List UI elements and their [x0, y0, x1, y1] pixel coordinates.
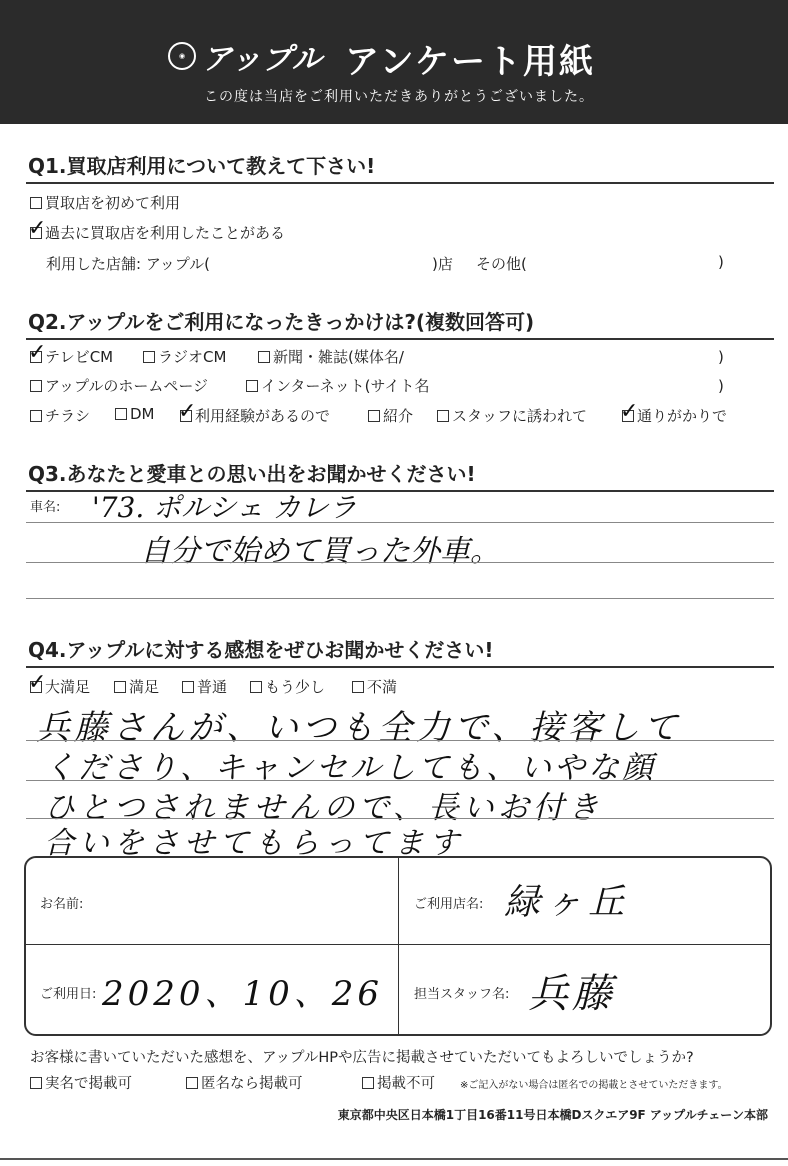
option-label: DM	[130, 405, 155, 423]
q2-option-experience[interactable]	[178, 399, 331, 426]
form-subtitle: この度は当店をご利用いただきありがとうございました。	[204, 89, 594, 105]
checkbox[interactable]	[437, 410, 449, 422]
checkbox[interactable]	[186, 1077, 198, 1089]
checkbox-checked[interactable]	[28, 670, 47, 695]
staff-name-value[interactable]: 兵藤	[528, 971, 616, 1017]
date-value[interactable]: 2020、10、26	[102, 974, 384, 1014]
q2-rule	[26, 338, 774, 340]
q1-store-label: 利用した店舗: アップル(	[46, 255, 211, 273]
option-label: アップルのホームページ	[45, 377, 209, 395]
q1-other-label: その他(	[476, 255, 527, 273]
checkbox[interactable]	[246, 380, 258, 392]
q2-internet-close: )	[718, 377, 724, 395]
q4-handwritten-line-4[interactable]: 合いをさせてもらってます	[44, 826, 464, 861]
q2-news-close: )	[718, 348, 724, 366]
q2-option-radio[interactable]	[143, 346, 226, 367]
check-mark-icon: ✓	[28, 216, 47, 241]
q2-heading: Q2.アップルをご利用になったきっかけは?(複数回答可)	[28, 310, 535, 334]
check-mark-icon: ✓	[620, 399, 639, 424]
q4-handwritten-line-3[interactable]: ひとつされませんので、長いお付き	[44, 790, 603, 826]
checkbox-checked[interactable]	[178, 399, 197, 424]
checkbox[interactable]	[368, 410, 380, 422]
info-divider-vertical	[398, 856, 399, 1036]
check-mark-icon: ✓	[28, 340, 47, 365]
q4-option-very-satisfied[interactable]	[28, 670, 91, 697]
option-label: 不満	[367, 678, 398, 696]
bottom-rule	[0, 1158, 788, 1160]
q3-writing-line	[26, 562, 774, 563]
apple-logo	[168, 34, 323, 78]
q4-option-little-more[interactable]	[250, 676, 325, 697]
option-label: ラジオCM	[158, 348, 227, 366]
publish-option-real-name[interactable]	[30, 1072, 132, 1093]
checkbox[interactable]	[114, 681, 126, 693]
staff-label: 担当スタッフ名:	[414, 987, 510, 1002]
q4-handwritten-line-2[interactable]: くださり、キャンセルしても、いやな顔	[44, 750, 656, 786]
publish-option-not-allowed[interactable]	[362, 1072, 435, 1093]
store-name-value[interactable]: 緑ヶ丘	[504, 882, 631, 923]
q3-heading: Q3.あなたと愛車との思い出をお聞かせください!	[28, 462, 476, 486]
q2-option-internet[interactable]	[246, 375, 429, 396]
checkbox[interactable]	[143, 351, 155, 363]
checkbox[interactable]	[115, 408, 127, 420]
q4-handwritten-line-1[interactable]: 兵藤さんが、いつも全力で、接客して	[36, 708, 682, 748]
form-title: アンケート用紙	[345, 42, 595, 82]
q4-option-normal[interactable]	[182, 676, 227, 697]
q1-store-close: )店	[432, 255, 453, 273]
option-label: 実名で掲載可	[45, 1076, 132, 1092]
checkbox[interactable]	[258, 351, 270, 363]
option-label: もう少し	[265, 678, 326, 696]
checkbox-checked[interactable]	[28, 340, 47, 365]
header-banner	[0, 0, 788, 124]
option-label: 買取店を初めて利用	[45, 194, 181, 212]
q4-rule	[26, 666, 774, 668]
q2-option-staff[interactable]	[437, 405, 587, 426]
option-label: 新聞・雑誌(媒体名/	[273, 348, 404, 366]
option-label: 利用経験があるので	[195, 407, 331, 425]
q1-other-close: )	[718, 253, 724, 271]
option-label: テレビCM	[45, 348, 114, 366]
q2-option-passing-by[interactable]	[620, 399, 728, 426]
option-label: 紹介	[383, 407, 414, 425]
q3-handwritten-line-2[interactable]: 自分で始めて買った外車。	[140, 534, 500, 569]
checkbox[interactable]	[30, 1077, 42, 1089]
q1-heading: Q1.買取店利用について教えて下さい!	[28, 154, 376, 178]
logo-text: アップル	[202, 42, 323, 77]
check-mark-icon: ✓	[28, 670, 47, 695]
q3-writing-line	[26, 522, 774, 523]
company-address: 東京都中央区日本橋1丁目16番11号日本橋Dスクエア9F アップルチェーン本部	[337, 1108, 768, 1122]
checkbox[interactable]	[250, 681, 262, 693]
option-label: インターネット(サイト名	[261, 377, 430, 395]
option-label: 満足	[129, 678, 160, 696]
publish-note: ※ご記入がない場合は匿名での掲載とさせていただきます。	[460, 1080, 728, 1091]
q2-option-dm[interactable]	[115, 405, 155, 423]
option-label: 掲載不可	[377, 1076, 435, 1092]
checkbox-checked[interactable]	[28, 216, 47, 241]
option-label: 大満足	[45, 678, 91, 696]
store-label: ご利用店名:	[414, 897, 484, 912]
q4-writing-line	[26, 740, 774, 741]
q2-option-newspaper[interactable]	[258, 346, 404, 367]
q4-writing-line	[26, 780, 774, 781]
check-mark-icon: ✓	[178, 399, 197, 424]
checkbox[interactable]	[30, 197, 42, 209]
q1-rule	[26, 182, 774, 184]
q3-handwritten-line-1[interactable]: '73. ポルシェ カレラ	[92, 491, 357, 524]
option-label: スタッフに誘われて	[452, 407, 588, 425]
q1-option-past-use[interactable]	[28, 216, 286, 243]
checkbox[interactable]	[30, 410, 42, 422]
q3-car-label: 車名:	[30, 500, 61, 515]
option-label: 過去に買取店を利用したことがある	[45, 224, 286, 242]
q3-writing-line	[26, 598, 774, 599]
q2-option-tv[interactable]	[28, 340, 114, 367]
option-label: チラシ	[45, 407, 91, 425]
q4-option-satisfied[interactable]	[114, 676, 159, 697]
option-label: 通りがかりで	[637, 407, 728, 425]
date-label: ご利用日:	[40, 987, 97, 1002]
q2-option-introduction[interactable]	[368, 405, 413, 426]
name-label: お名前:	[40, 897, 84, 912]
checkbox[interactable]	[352, 681, 364, 693]
publish-option-anonymous[interactable]	[186, 1072, 303, 1093]
q2-option-flyer[interactable]	[30, 405, 90, 426]
option-label: 匿名なら掲載可	[201, 1076, 303, 1092]
checkbox[interactable]	[30, 380, 42, 392]
q2-option-homepage[interactable]	[30, 375, 208, 396]
q4-option-unsatisfied[interactable]	[352, 676, 397, 697]
q1-option-first-time[interactable]	[30, 192, 180, 213]
publish-permission-question: お客様に書いていただいた感想を、アップルHPや広告に掲載させていただいてもよろしいでしょうか?	[30, 1050, 694, 1066]
option-label: 普通	[197, 678, 228, 696]
checkbox[interactable]	[362, 1077, 374, 1089]
checkbox[interactable]	[182, 681, 194, 693]
q4-heading: Q4.アップルに対する感想をぜひお聞かせください!	[28, 638, 494, 662]
checkbox-checked[interactable]	[620, 399, 639, 424]
apple-logo-icon: ◉	[168, 42, 196, 70]
